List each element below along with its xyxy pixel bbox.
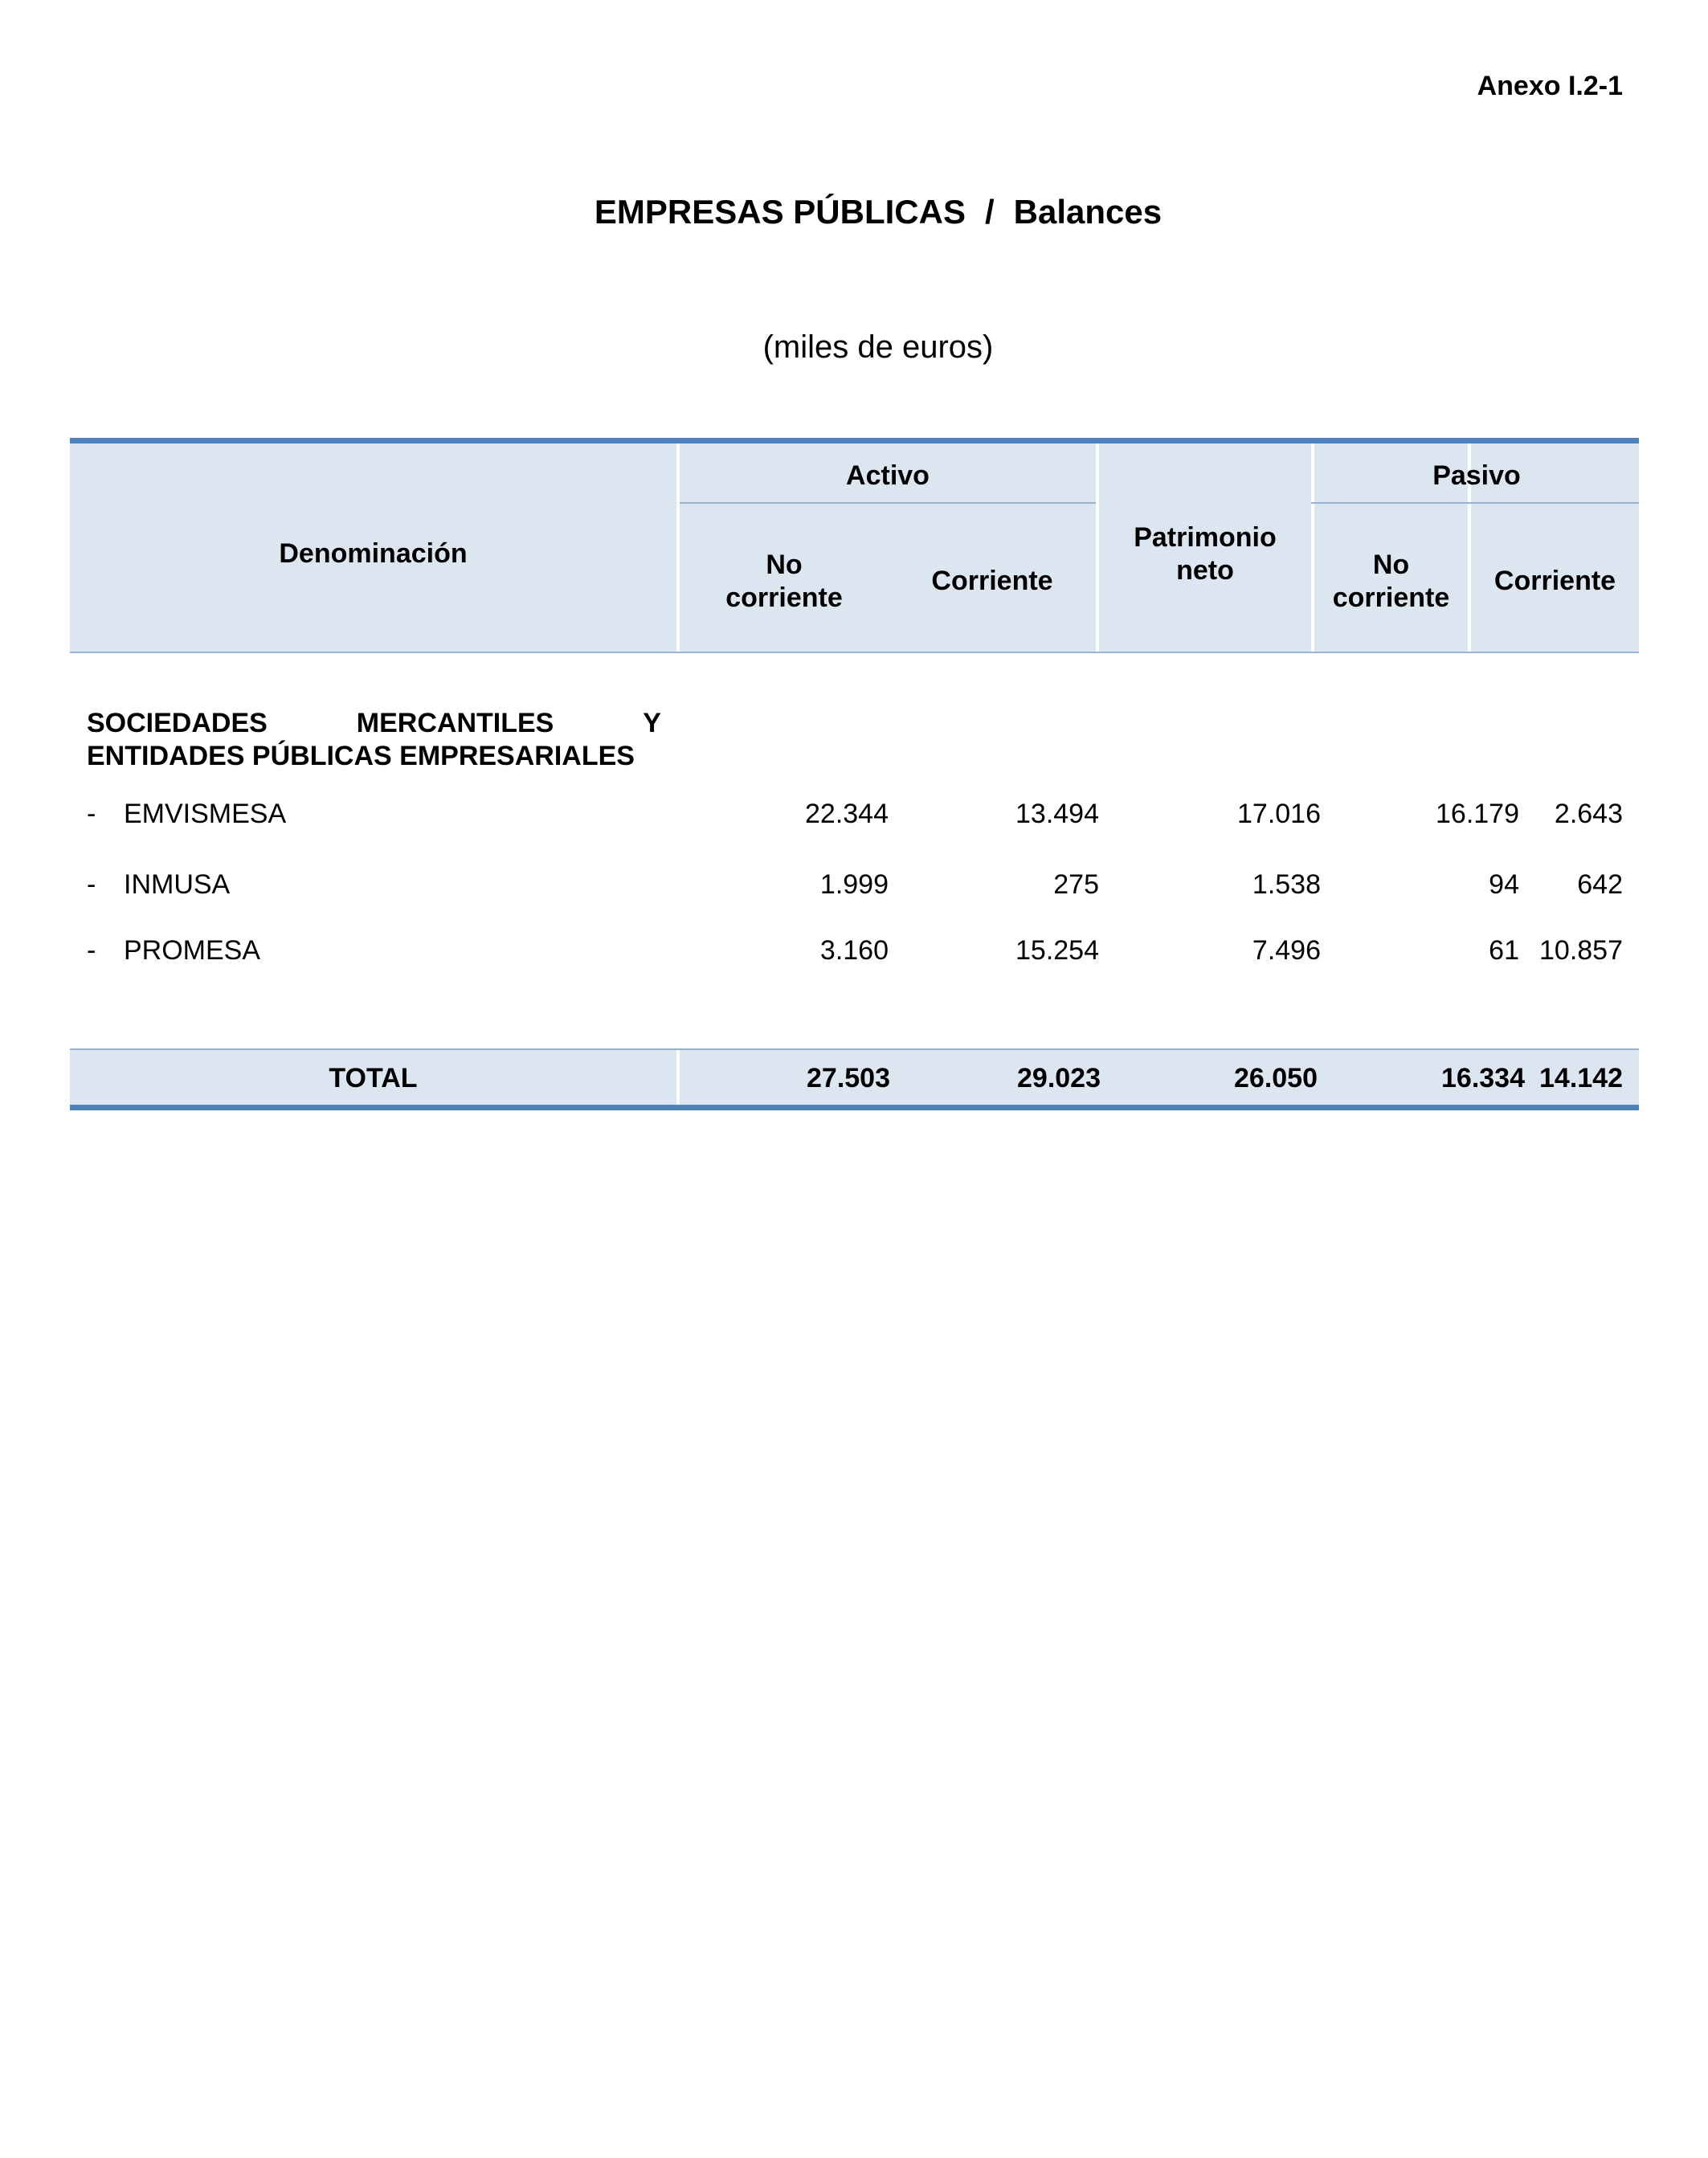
group-label-word: MERCANTILES bbox=[356, 708, 554, 738]
header-activo-no-corriente bbox=[680, 549, 889, 615]
cell-pasivo-no-corriente: 16.179 bbox=[1436, 799, 1519, 829]
cell-activo-no-corriente: 3.160 bbox=[819, 935, 889, 966]
cell-patrimonio-neto: 17.016 bbox=[1237, 799, 1321, 829]
cell-patrimonio-neto: 7.496 bbox=[1252, 935, 1321, 966]
group-label-word: Y bbox=[643, 708, 661, 738]
row-name bbox=[87, 799, 286, 830]
cell-pasivo-corriente: 2.643 bbox=[1554, 799, 1623, 829]
page-title bbox=[0, 193, 1708, 231]
row-name-text: PROMESA bbox=[124, 935, 261, 966]
table-row bbox=[70, 799, 1639, 834]
row-name-text: EMVISMESA bbox=[124, 799, 287, 829]
units-subtitle: (miles de euros) bbox=[762, 329, 994, 365]
pasivo-rule bbox=[1311, 502, 1639, 504]
group-label-line2: ENTIDADES PÚBLICAS EMPRESARIALES bbox=[87, 741, 635, 771]
activo-rule bbox=[680, 502, 1096, 504]
cell-pasivo-no-corriente: 61 bbox=[1489, 935, 1519, 966]
total-row bbox=[70, 1048, 1639, 1110]
group-label-line1 bbox=[87, 707, 661, 740]
table-header bbox=[70, 438, 1639, 653]
cell-activo-no-corriente: 22.344 bbox=[805, 799, 889, 829]
header-activo: Activo bbox=[846, 460, 930, 491]
title-secondary: Balances bbox=[1013, 193, 1163, 231]
cell-activo-no-corriente: 1.999 bbox=[819, 869, 889, 900]
row-dash: - bbox=[87, 799, 96, 829]
header-patrimonio-line2: neto bbox=[1176, 555, 1234, 586]
cell-pasivo-no-corriente: 94 bbox=[1489, 869, 1519, 900]
cell-activo-corriente: 15.254 bbox=[1015, 935, 1099, 966]
header-pasivo-corriente: Corriente bbox=[1493, 566, 1616, 596]
total-label: TOTAL bbox=[329, 1063, 418, 1093]
header-patrimonio-line1: Patrimonio bbox=[1134, 522, 1277, 553]
table-row bbox=[70, 935, 1639, 971]
title-separator: / bbox=[984, 193, 995, 231]
group-label-word: SOCIEDADES bbox=[87, 708, 268, 738]
header-activo-no-corriente-line1: No bbox=[766, 550, 803, 580]
title-main: EMPRESAS PÚBLICAS bbox=[594, 193, 966, 231]
header-denominacion: Denominación bbox=[279, 538, 468, 569]
group-label bbox=[87, 707, 661, 773]
header-pasivo-no-corriente-line2: corriente bbox=[1332, 582, 1450, 613]
row-dash: - bbox=[87, 869, 96, 900]
total-activo-corriente: 29.023 bbox=[1017, 1063, 1101, 1093]
row-name bbox=[87, 869, 230, 901]
balance-table bbox=[70, 438, 1639, 1093]
total-pasivo-no-corriente: 16.334 bbox=[1441, 1063, 1525, 1093]
table-row bbox=[70, 869, 1639, 905]
header-pasivo: Pasivo bbox=[1432, 460, 1521, 491]
row-name bbox=[87, 935, 260, 967]
header-activo-no-corriente-line2: corriente bbox=[725, 582, 843, 613]
cell-activo-corriente: 13.494 bbox=[1015, 799, 1099, 829]
total-patrimonio-neto: 26.050 bbox=[1234, 1063, 1318, 1093]
cell-patrimonio-neto: 1.538 bbox=[1252, 869, 1321, 900]
header-pasivo-no-corriente-line1: No bbox=[1372, 550, 1410, 580]
header-activo-corriente: Corriente bbox=[931, 566, 1053, 596]
header-patrimonio-neto bbox=[1099, 521, 1311, 587]
row-name-text: INMUSA bbox=[124, 869, 231, 900]
cell-pasivo-corriente: 642 bbox=[1577, 869, 1623, 900]
cell-pasivo-corriente: 10.857 bbox=[1539, 935, 1623, 966]
total-activo-no-corriente: 27.503 bbox=[807, 1063, 890, 1093]
row-dash: - bbox=[87, 935, 96, 966]
annex-label: Anexo I.2-1 bbox=[1477, 71, 1623, 101]
header-pasivo-no-corriente bbox=[1314, 549, 1468, 615]
total-pasivo-corriente: 14.142 bbox=[1539, 1063, 1623, 1093]
cell-activo-corriente: 275 bbox=[1053, 869, 1099, 900]
